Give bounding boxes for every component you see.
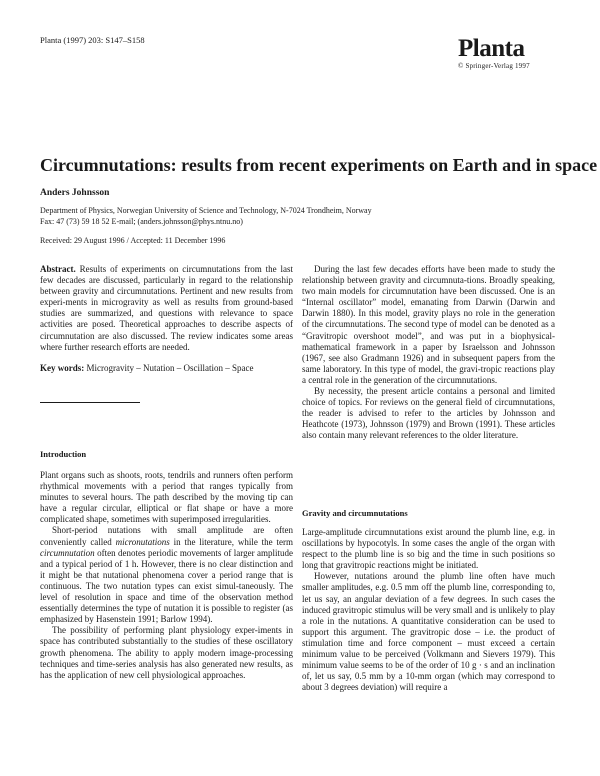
right-column-intro <box>302 264 555 442</box>
abstract-label: Abstract. <box>40 264 76 274</box>
gravity-section-heading: Gravity and circumnutations <box>302 508 408 518</box>
introduction-body <box>40 470 293 681</box>
journal-citation: Planta (1997) 203: S147–S158 <box>40 35 145 45</box>
journal-logo-name: Planta <box>458 35 525 62</box>
gravity-section-body <box>302 527 555 693</box>
author-affiliation <box>40 205 560 227</box>
abstract <box>40 264 293 353</box>
introduction-paragraph-1: Plant organs such as shoots, roots, tendrils and runners often perform rhythmical movements with a period that ranges typically from minutes to several hours. The path described by the moving tip can have a regular circular, elliptical or flat shape or have a more complicated shape, sometimes with superimposed irregularities. <box>40 470 293 525</box>
author-name: Anders Johnsson <box>40 188 110 198</box>
right-paragraph-1: During the last few decades efforts have been made to study the relationship between gravity and circumnuta-tions. Broadly speaking, two main models for circumnutation have been discussed. One is an “Internal oscillator” model, emanating from Darwin (Darwin and Darwin 1880). In this model, gravity plays no role in the generation of the circumnutations. The second type of model can be denoted as a “Gravitropic overshoot model”, and was put in a biophysical-mathematical framework in a paper by Israelsson and Johnsson (1967, see also Gradmann 1926) and in subsequent papers from the same laboratory. In this type of model, the gravi-tropic reactions play a central role in the generation of the circumnutations. <box>302 264 555 385</box>
publisher-copyright: © Springer-Verlag 1997 <box>458 62 530 70</box>
gravity-paragraph-1: Large-amplitude circumnutations exist around the plumb line, e.g. in oscillations by hypocotyls. In some cases the angle of the organ with respect to the plumb line is so big and the time in such positions so long that gravitropic reactions might be initiated. <box>302 527 555 571</box>
right-paragraph-2: By necessity, the present article contains a personal and limited choice of topics. For reviews on the general field of circumnutations, the reader is advised to refer to the articles by Johnsson and Heathcote (1973), Johnsson (1979) and Brown (1991). These articles also contain many relevant references to the older literature. <box>302 386 555 441</box>
received-accepted-dates: Received: 29 August 1996 / Accepted: 11 December 1996 <box>40 236 226 245</box>
intro-p2-text-a: Short-period nutations with small amplitude are often conveniently called <box>40 525 293 547</box>
section-divider <box>40 402 140 403</box>
introduction-heading: Introduction <box>40 449 87 459</box>
keywords-text: Microgravity – Nutation – Oscillation – Space <box>86 362 254 373</box>
introduction-paragraph-2 <box>40 525 293 625</box>
affiliation-contact: Fax: 47 (73) 59 18 52 E-mail; (anders.johnsson@phys.ntnu.no) <box>40 217 243 226</box>
intro-p2-text-b: in the literature, while the term <box>173 536 293 547</box>
introduction-paragraph-3: The possibility of performing plant physiology exper-iments in space has contributed substantially to the studies of these oscillatory growth phenomena. The ability to apply modern image-processing techniques and time-series analysis has also generated new results, as has the application of new cell physiological approaches. <box>40 625 293 680</box>
article-title: Circumnutations: results from recent experiments on Earth and in space <box>40 155 598 175</box>
abstract-text: Results of experiments on circumnutations from the last few decades are discussed, particularly in regard to the relationship between gravity and circumnutations. Pertinent and new results from experi-ments in microgravity as well as results from ground-based studies are summarized, and questions with relevance to space activities are posed. Theoretical approaches to describe aspects of circumnutation are also discussed. The review indicates some areas where further research efforts are needed. <box>40 264 294 352</box>
keywords-label: Key words: <box>40 362 85 373</box>
affiliation-address: Department of Physics, Norwegian University of Science and Technology, N-7024 Trondheim, Norway <box>40 206 372 215</box>
gravity-paragraph-2: However, nutations around the plumb line often have much smaller amplitudes, e.g. 0.5 mm off the plumb line, corresponding to, let us say, an angular deviation of a few degrees. In such cases the induced gravitropic stimulus will be very small and is unlikely to play a role in the nutations. A quantitative consideration can be used to support this argument. The gravitropic dose – i.e. the product of stimulation time and force component – must exceed a certain minimum value to be perceived (Volkmann and Sievers 1979). This minimum value seems to be of the order of 10 g · s and an inclination of, let us say, 0.5 mm by a 10-mm organ (which may correspond to about 3 degrees deviation) will require a <box>302 571 555 693</box>
intro-term-micronutations: micronutations <box>115 536 170 547</box>
intro-p2-text-c: often denotes periodic movements of larger amplitude and a typical period of 1 h. However, there is no clear distinction and it might be that nutational phenomena cover a period range that is continuous. The two nutation types can exist simul-taneously. The level of resolution in space and time of the observation method essentially determines the type of nutation it is possible to register (as emphasized by Hasenstein 1991; Barlow 1994). <box>40 547 293 625</box>
journal-logo <box>458 36 562 70</box>
keywords <box>40 363 293 374</box>
abstract-block <box>40 264 293 374</box>
intro-term-circumnutation: circumnutation <box>40 547 95 558</box>
